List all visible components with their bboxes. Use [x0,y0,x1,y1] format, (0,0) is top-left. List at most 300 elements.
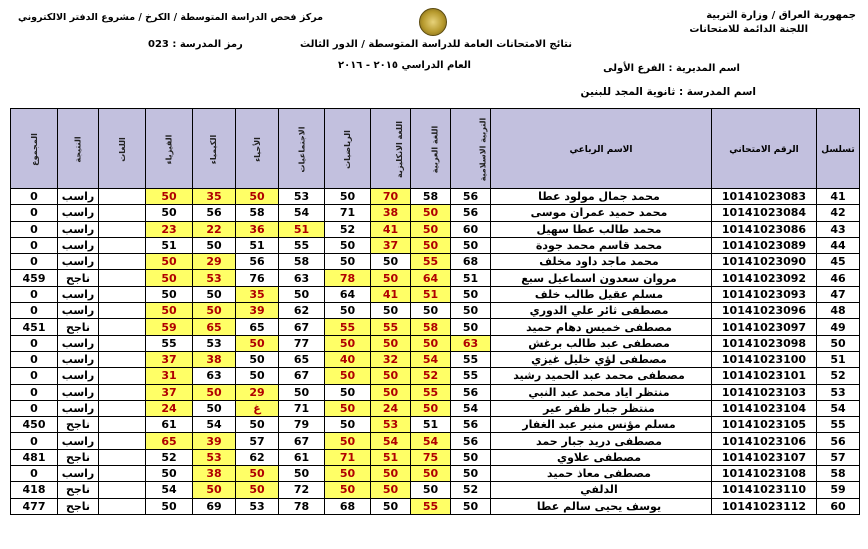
cell-result: راسب [58,351,99,367]
cell-grade: 38 [371,205,411,221]
cell-sequence: 60 [817,498,860,514]
cell-student-name: مسلم مؤنس منير عبد الغفار [491,417,712,433]
cell-grade: 50 [451,286,491,302]
header-center-title: نتائج الامتحانات العامة للدراسة المتوسطة / الدور الثالث [300,39,572,50]
cell-grade: 52 [325,221,371,237]
cell-grade: 50 [146,498,193,514]
cell-grade: 37 [146,351,193,367]
cell-result: ناجح [58,498,99,514]
cell-result: ناجح [58,319,99,335]
cell-grade: 61 [279,449,325,465]
cell-grade: 24 [371,400,411,416]
cell-grade: 64 [411,270,451,286]
cell-languages [99,417,146,433]
cell-student-name: محمد جمال مولود عطا [491,189,712,205]
cell-exam-number: 10141023084 [712,205,817,221]
cell-grade: 50 [411,237,451,253]
cell-sequence: 46 [817,270,860,286]
cell-grade: 50 [325,335,371,351]
cell-grade: 31 [146,368,193,384]
cell-grade: 35 [236,286,279,302]
cell-languages [99,466,146,482]
cell-exam-number: 10141023108 [712,466,817,482]
results-table [10,108,860,515]
cell-sequence: 47 [817,286,860,302]
cell-sequence: 52 [817,368,860,384]
cell-grade: 71 [325,449,371,465]
cell-total: 459 [11,270,58,286]
cell-grade: 50 [193,286,236,302]
cell-grade: 50 [325,482,371,498]
cell-languages [99,286,146,302]
cell-grade: 37 [146,384,193,400]
cell-sequence: 54 [817,400,860,416]
cell-grade: 50 [236,417,279,433]
cell-grade: 50 [325,433,371,449]
cell-student-name: مصطفى عبد طالب برغش [491,335,712,351]
cell-student-name: مصطفى دريد جبار حمد [491,433,712,449]
cell-grade: 58 [279,254,325,270]
cell-exam-number: 10141023086 [712,221,817,237]
cell-total: 477 [11,498,58,514]
cell-grade: 62 [279,303,325,319]
cell-result: راسب [58,221,99,237]
cell-sequence: 55 [817,417,860,433]
cell-grade: غ [236,400,279,416]
cell-grade: 61 [146,417,193,433]
cell-grade: 50 [411,303,451,319]
cell-grade: 50 [325,384,371,400]
cell-grade: 50 [371,466,411,482]
cell-grade: 50 [451,303,491,319]
header-left-line1: مركز فحص الدراسة المتوسطة / الكرخ / مشروع الدفتر الالكتروني [18,12,324,23]
cell-grade: 50 [193,482,236,498]
cell-languages [99,270,146,286]
cell-grade: 22 [193,221,236,237]
cell-grade: 55 [146,335,193,351]
cell-result: ناجح [58,417,99,433]
cell-exam-number: 10141023083 [712,189,817,205]
cell-grade: 55 [411,254,451,270]
table-row [11,433,860,449]
cell-languages [99,189,146,205]
cell-grade: 50 [236,335,279,351]
cell-grade: 50 [236,189,279,205]
cell-grade: 50 [325,466,371,482]
cell-grade: 67 [279,433,325,449]
cell-total: 0 [11,400,58,416]
cell-sequence: 41 [817,189,860,205]
cell-languages [99,498,146,514]
cell-grade: 52 [451,482,491,498]
cell-student-name: محمد قاسم محمد جودة [491,237,712,253]
cell-exam-number: 10141023096 [712,303,817,319]
cell-exam-number: 10141023106 [712,433,817,449]
cell-grade: 50 [193,400,236,416]
cell-grade: 35 [193,189,236,205]
cell-total: 0 [11,351,58,367]
cell-sequence: 49 [817,319,860,335]
cell-grade: 50 [371,270,411,286]
cell-grade: 55 [279,237,325,253]
cell-grade: 50 [236,466,279,482]
cell-grade: 55 [325,319,371,335]
cell-languages [99,433,146,449]
cell-grade: 56 [236,254,279,270]
cell-grade: 50 [325,417,371,433]
table-row [11,482,860,498]
cell-grade: 56 [193,205,236,221]
cell-grade: 55 [451,368,491,384]
cell-grade: 60 [451,221,491,237]
cell-grade: 55 [451,351,491,367]
cell-grade: 62 [236,449,279,465]
cell-sequence: 43 [817,221,860,237]
cell-total: 0 [11,433,58,449]
cell-grade: 50 [325,189,371,205]
cell-grade: 68 [325,498,371,514]
cell-grade: 50 [325,254,371,270]
cell-student-name: مسلم عقيل طالب خلف [491,286,712,302]
cell-student-name: مصطفى لؤي خليل غيزي [491,351,712,367]
cell-grade: 50 [451,449,491,465]
cell-grade: 37 [371,237,411,253]
cell-grade: 54 [411,351,451,367]
cell-grade: 56 [451,417,491,433]
table-row [11,286,860,302]
ministry-seal [419,8,447,36]
cell-languages [99,303,146,319]
cell-total: 451 [11,319,58,335]
cell-grade: 63 [451,335,491,351]
cell-grade: 53 [193,270,236,286]
cell-grade: 50 [146,270,193,286]
cell-result: راسب [58,189,99,205]
cell-grade: 56 [451,205,491,221]
cell-grade: 50 [371,368,411,384]
table-header-row [11,109,860,189]
cell-grade: 75 [411,449,451,465]
cell-student-name: مروان سعدون اسماعيل سبع [491,270,712,286]
cell-languages [99,254,146,270]
cell-languages [99,205,146,221]
cell-grade: 56 [451,384,491,400]
cell-student-name: محمد طالب عطا سهيل [491,221,712,237]
cell-grade: 50 [371,482,411,498]
cell-total: 0 [11,189,58,205]
cell-grade: 50 [325,303,371,319]
table-row [11,466,860,482]
cell-sequence: 57 [817,449,860,465]
col-header-arabic: اللغة العربية [411,109,451,189]
cell-exam-number: 10141023098 [712,335,817,351]
cell-grade: 50 [146,303,193,319]
cell-grade: 50 [371,384,411,400]
cell-total: 0 [11,335,58,351]
cell-grade: 50 [371,254,411,270]
cell-grade: 51 [146,237,193,253]
cell-sequence: 44 [817,237,860,253]
table-row [11,417,860,433]
cell-grade: 41 [371,221,411,237]
cell-grade: 69 [193,498,236,514]
cell-student-name: مصطفى معاذ حميد [491,466,712,482]
cell-grade: 50 [371,303,411,319]
cell-grade: 52 [146,449,193,465]
cell-languages [99,351,146,367]
cell-result: راسب [58,303,99,319]
cell-grade: 50 [236,482,279,498]
cell-result: ناجح [58,449,99,465]
col-header-result: النتيجة [58,109,99,189]
cell-result: راسب [58,466,99,482]
cell-grade: 50 [411,335,451,351]
cell-languages [99,335,146,351]
cell-student-name: مصطفى محمد عبد الحميد رشيد [491,368,712,384]
table-body [11,189,860,515]
table-row [11,368,860,384]
cell-grade: 68 [451,254,491,270]
cell-student-name: مصطفى ثائر علي الدوري [491,303,712,319]
cell-exam-number: 10141023105 [712,417,817,433]
cell-total: 0 [11,254,58,270]
cell-result: ناجح [58,270,99,286]
cell-grade: 56 [451,189,491,205]
cell-grade: 65 [236,319,279,335]
cell-languages [99,400,146,416]
cell-sequence: 45 [817,254,860,270]
cell-grade: 50 [325,368,371,384]
cell-grade: 41 [371,286,411,302]
cell-grade: 38 [193,351,236,367]
cell-result: ناجح [58,482,99,498]
cell-grade: 51 [451,270,491,286]
cell-total: 0 [11,237,58,253]
cell-grade: 52 [411,368,451,384]
cell-sequence: 50 [817,335,860,351]
cell-result: راسب [58,400,99,416]
cell-grade: 50 [411,482,451,498]
cell-sequence: 58 [817,466,860,482]
cell-student-name: مصطفى علاوي [491,449,712,465]
cell-languages [99,237,146,253]
cell-grade: 50 [451,498,491,514]
cell-languages [99,319,146,335]
cell-grade: 50 [146,189,193,205]
cell-grade: 53 [193,335,236,351]
cell-grade: 51 [236,237,279,253]
col-header-english: اللغة الانكليزية [371,109,411,189]
cell-grade: 59 [146,319,193,335]
col-header-sequence: تسلسل [817,109,860,189]
cell-exam-number: 10141023100 [712,351,817,367]
cell-grade: 54 [146,482,193,498]
cell-grade: 79 [279,417,325,433]
cell-grade: 50 [279,384,325,400]
cell-result: راسب [58,254,99,270]
cell-grade: 29 [236,384,279,400]
cell-grade: 67 [279,319,325,335]
cell-grade: 36 [236,221,279,237]
cell-sequence: 56 [817,433,860,449]
cell-grade: 50 [193,384,236,400]
col-header-exam-number: الرقم الامتحاني [712,109,817,189]
table-row [11,221,860,237]
cell-result: راسب [58,433,99,449]
cell-grade: 67 [279,368,325,384]
cell-total: 0 [11,286,58,302]
cell-grade: 50 [146,286,193,302]
cell-total: 481 [11,449,58,465]
cell-grade: 72 [279,482,325,498]
cell-result: راسب [58,237,99,253]
cell-grade: 78 [325,270,371,286]
header-school-code: رمز المدرسة : 023 [148,39,243,50]
cell-exam-number: 10141023093 [712,286,817,302]
cell-exam-number: 10141023101 [712,368,817,384]
cell-total: 0 [11,368,58,384]
cell-exam-number: 10141023097 [712,319,817,335]
col-header-mathematics: الرياضيات [325,109,371,189]
cell-student-name: منتظر جبار ظفر عير [491,400,712,416]
cell-grade: 51 [371,449,411,465]
cell-grade: 50 [371,498,411,514]
cell-student-name: الدلفي [491,482,712,498]
cell-grade: 40 [325,351,371,367]
cell-total: 450 [11,417,58,433]
cell-grade: 53 [193,449,236,465]
cell-sequence: 59 [817,482,860,498]
cell-grade: 58 [411,319,451,335]
table-row [11,237,860,253]
cell-grade: 57 [236,433,279,449]
header-school-name: اسم المدرسة : ثانوية المجد للبنين [580,86,756,98]
cell-student-name: محمد ماجد داود مخلف [491,254,712,270]
cell-exam-number: 10141023090 [712,254,817,270]
cell-grade: 50 [325,400,371,416]
cell-exam-number: 10141023089 [712,237,817,253]
cell-languages [99,368,146,384]
cell-grade: 76 [236,270,279,286]
cell-grade: 58 [236,205,279,221]
cell-student-name: محمد حميد عمران موسى [491,205,712,221]
table-row [11,449,860,465]
cell-grade: 65 [146,433,193,449]
cell-grade: 50 [279,286,325,302]
col-header-full-name: الاسم الرباعي [491,109,712,189]
col-header-biology: الأحياء [236,109,279,189]
cell-grade: 71 [279,400,325,416]
cell-grade: 50 [279,466,325,482]
cell-grade: 54 [411,433,451,449]
cell-grade: 24 [146,400,193,416]
cell-grade: 53 [236,498,279,514]
cell-student-name: منتظر اياد محمد عبد النبي [491,384,712,400]
cell-exam-number: 10141023112 [712,498,817,514]
cell-grade: 70 [371,189,411,205]
cell-grade: 50 [451,466,491,482]
cell-grade: 39 [236,303,279,319]
cell-grade: 64 [325,286,371,302]
cell-student-name: يوسف يحيى سالم عطا [491,498,712,514]
cell-grade: 54 [193,417,236,433]
cell-grade: 78 [279,498,325,514]
cell-grade: 50 [193,237,236,253]
col-header-total: المجموع [11,109,58,189]
table-row [11,384,860,400]
cell-languages [99,449,146,465]
cell-total: 0 [11,221,58,237]
cell-grade: 58 [411,189,451,205]
cell-grade: 50 [236,368,279,384]
table-row [11,189,860,205]
cell-total: 418 [11,482,58,498]
col-header-languages: اللغات [99,109,146,189]
cell-total: 0 [11,384,58,400]
cell-grade: 65 [279,351,325,367]
cell-exam-number: 10141023107 [712,449,817,465]
header-directorate: اسم المديرية : الفرع الأولى [603,63,740,74]
cell-grade: 63 [279,270,325,286]
cell-grade: 63 [193,368,236,384]
cell-languages [99,221,146,237]
header-right-line1: جمهورية العراق / وزارة التربية [706,10,856,21]
cell-result: راسب [58,286,99,302]
table-row [11,254,860,270]
table-row [11,498,860,514]
cell-total: 0 [11,205,58,221]
cell-result: راسب [58,384,99,400]
cell-grade: 29 [193,254,236,270]
cell-sequence: 51 [817,351,860,367]
cell-exam-number: 10141023104 [712,400,817,416]
table-row [11,351,860,367]
cell-grade: 23 [146,221,193,237]
cell-exam-number: 10141023103 [712,384,817,400]
cell-grade: 77 [279,335,325,351]
cell-grade: 32 [371,351,411,367]
cell-grade: 55 [371,319,411,335]
cell-total: 0 [11,303,58,319]
cell-grade: 50 [451,237,491,253]
cell-languages [99,384,146,400]
cell-grade: 51 [411,286,451,302]
cell-grade: 54 [279,205,325,221]
cell-sequence: 53 [817,384,860,400]
table-row [11,335,860,351]
col-header-physics: الفيزياء [146,109,193,189]
cell-grade: 50 [411,466,451,482]
cell-grade: 50 [411,221,451,237]
cell-sequence: 48 [817,303,860,319]
cell-grade: 50 [371,335,411,351]
table-row [11,303,860,319]
cell-grade: 51 [411,417,451,433]
header-school-year: العام الدراسي ٢٠١٥ - ٢٠١٦ [338,60,471,71]
cell-result: راسب [58,205,99,221]
header-right-line2: اللجنة الدائمة للامتحانات [689,24,808,35]
cell-grade: 50 [236,351,279,367]
cell-grade: 56 [451,433,491,449]
cell-sequence: 42 [817,205,860,221]
cell-student-name: مصطفى خميس دهام حميد [491,319,712,335]
cell-grade: 50 [146,254,193,270]
cell-grade: 55 [411,384,451,400]
cell-grade: 38 [193,466,236,482]
col-header-chemistry: الكيمياء [193,109,236,189]
cell-grade: 53 [371,417,411,433]
cell-exam-number: 10141023110 [712,482,817,498]
